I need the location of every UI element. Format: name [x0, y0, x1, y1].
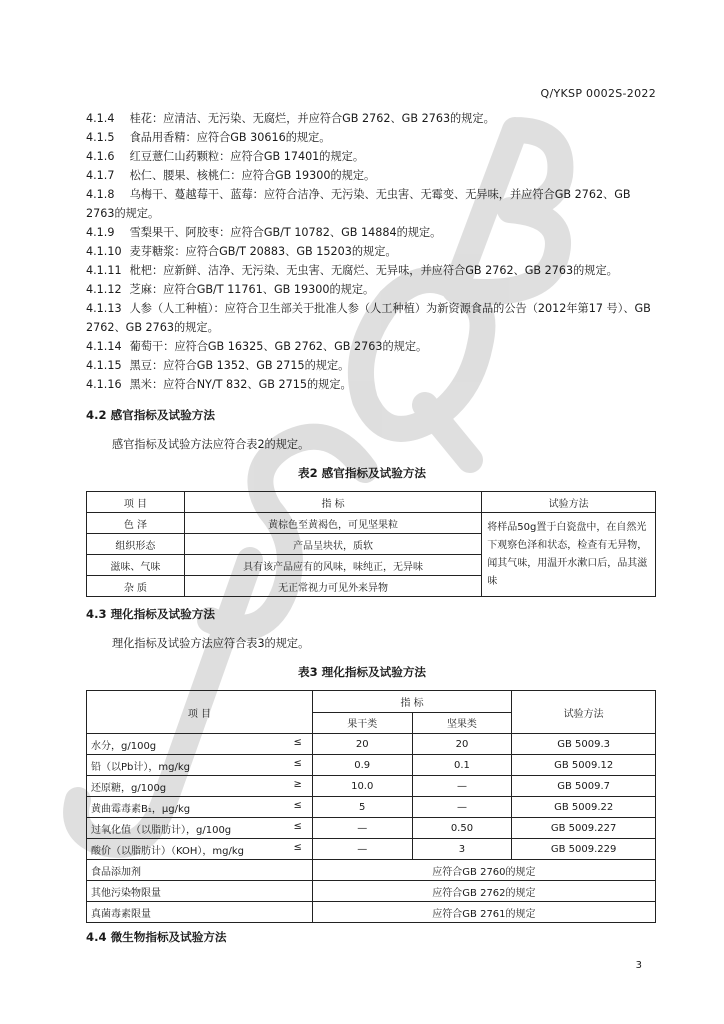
row-item: 水分，g/100g ≤ [87, 734, 313, 755]
table-row [87, 860, 656, 881]
row-item: 还原糖，g/100g ≥ [87, 776, 313, 797]
row-item: 真菌毒素限量 [87, 902, 313, 923]
table-row [87, 881, 656, 902]
row-method: GB 5009.227 [512, 818, 656, 839]
header-item: 项 目 [87, 691, 313, 734]
row-item: 滋味、气味 [87, 555, 185, 576]
row-merged-value: 应符合GB 2762的规定 [312, 881, 655, 902]
physicochemical-table [86, 690, 656, 923]
row-item: 酸价（以脂肪计）（KOH），mg/kg ≤ [87, 839, 313, 860]
clause-list [86, 109, 658, 394]
row-value-b: — [412, 797, 512, 818]
table-header-row [87, 492, 656, 513]
row-item: 黄曲霉毒素B₁，μg/kg ≤ [87, 797, 313, 818]
row-item: 色 泽 [87, 513, 185, 534]
table-2-caption: 表2 感官指标及试验方法 [297, 466, 427, 480]
document-code: Q/YKSP 0002S-2022 [540, 87, 656, 100]
header-indicator: 指 标 [184, 492, 481, 513]
row-method: GB 5009.22 [512, 797, 656, 818]
table-row [87, 797, 656, 818]
row-value-a: — [312, 839, 412, 860]
clause-item: 4.1.4 桂花：应清洁、无污染、无腐烂，并应符合GB 2762、GB 2763的规定。 [86, 112, 495, 125]
header-method: 试验方法 [482, 492, 656, 513]
row-value-a: 20 [312, 734, 412, 755]
clause-item: 4.1.6 红豆薏仁山药颗粒：应符合GB 17401的规定。 [86, 150, 365, 163]
row-item: 其他污染物限量 [87, 881, 313, 902]
header-nuts: 坚果类 [412, 712, 512, 734]
row-value-b: 3 [412, 839, 512, 860]
clause-item: 4.1.8 乌梅干、蔓越莓干、蓝莓：应符合洁净、无污染、无虫害、无霉变、无异味，并应符合GB 2762、GB 2763的规定。 [86, 188, 631, 220]
table-row [87, 513, 656, 534]
row-item: 组织形态 [87, 534, 185, 555]
sensory-table [86, 491, 656, 597]
table-row [87, 902, 656, 923]
row-method: GB 5009.3 [512, 734, 656, 755]
row-indicator: 黄棕色至黄褐色，可见坚果粒 [184, 513, 481, 534]
header-indicator: 指 标 [312, 691, 511, 713]
row-method: GB 5009.7 [512, 776, 656, 797]
row-merged-value: 应符合GB 2761的规定 [312, 902, 655, 923]
table-row [87, 734, 656, 755]
section-heading-4-4: 4.4 微生物指标及试验方法 [86, 930, 227, 944]
row-indicator: 无正常视力可见外来异物 [184, 576, 481, 597]
row-method: GB 5009.229 [512, 839, 656, 860]
row-value-a: 0.9 [312, 755, 412, 776]
row-value-b: 0.1 [412, 755, 512, 776]
row-indicator: 具有该产品应有的风味，味纯正，无异味 [184, 555, 481, 576]
page-number: 3 [635, 960, 642, 971]
row-item: 杂 质 [87, 576, 185, 597]
clause-item: 4.1.11 枇杷：应新鲜、洁净、无污染、无虫害、无腐烂、无异味，并应符合GB 2762、GB 2763的规定。 [86, 264, 618, 277]
row-merged-value: 应符合GB 2760的规定 [312, 860, 655, 881]
table-row [87, 839, 656, 860]
table-header-row [87, 691, 656, 713]
header-dried-fruit: 果干类 [312, 712, 412, 734]
row-indicator: 产品呈块状，质软 [184, 534, 481, 555]
row-method: GB 5009.12 [512, 755, 656, 776]
clause-item: 4.1.5 食品用香精：应符合GB 30616的规定。 [86, 131, 331, 144]
table-row [87, 776, 656, 797]
section-heading-4-3: 4.3 理化指标及试验方法 [86, 607, 215, 621]
clause-item: 4.1.15 黑豆：应符合GB 1352、GB 2715的规定。 [86, 359, 350, 372]
row-value-a: — [312, 818, 412, 839]
clause-item: 4.1.10 麦芽糖浆：应符合GB/T 20883、GB 15203的规定。 [86, 245, 397, 258]
row-item: 铅（以Pb计），mg/kg ≤ [87, 755, 313, 776]
clause-item: 4.1.9 雪梨果干、阿胶枣：应符合GB/T 10782、GB 14884的规定。 [86, 226, 442, 239]
table-row [87, 818, 656, 839]
row-value-b: 0.50 [412, 818, 512, 839]
row-item: 过氧化值（以脂肪计），g/100g ≤ [87, 818, 313, 839]
row-value-b: — [412, 776, 512, 797]
section-intro-4-2: 感官指标及试验方法应符合表2的规定。 [112, 438, 310, 451]
header-method: 试验方法 [512, 691, 656, 734]
test-method: 将样品50g置于白瓷盘中，在自然光下观察色泽和状态，检查有无异物，闻其气味，用温开水漱口后，品其滋味 [482, 513, 656, 597]
header-item: 项 目 [87, 492, 185, 513]
row-value-a: 5 [312, 797, 412, 818]
row-value-a: 10.0 [312, 776, 412, 797]
clause-item: 4.1.7 松仁、腰果、核桃仁：应符合GB 19300的规定。 [86, 169, 376, 182]
row-value-b: 20 [412, 734, 512, 755]
section-intro-4-3: 理化指标及试验方法应符合表3的规定。 [112, 637, 310, 650]
row-item: 食品添加剂 [87, 860, 313, 881]
table-3-caption: 表3 理化指标及试验方法 [297, 665, 427, 679]
clause-item: 4.1.16 黑米：应符合NY/T 832、GB 2715的规定。 [86, 378, 352, 391]
table-row [87, 755, 656, 776]
clause-item: 4.1.13 人参（人工种植）：应符合卫生部关于批准人参（人工种植）为新资源食品的公告（2012年第17 号）、GB 2762、GB 2763的规定。 [86, 302, 651, 334]
clause-item: 4.1.12 芝麻：应符合GB/T 11761、GB 19300的规定。 [86, 283, 375, 296]
clause-item: 4.1.14 葡萄干：应符合GB 16325、GB 2762、GB 2763的规定。 [86, 340, 428, 353]
section-heading-4-2: 4.2 感官指标及试验方法 [86, 408, 215, 422]
